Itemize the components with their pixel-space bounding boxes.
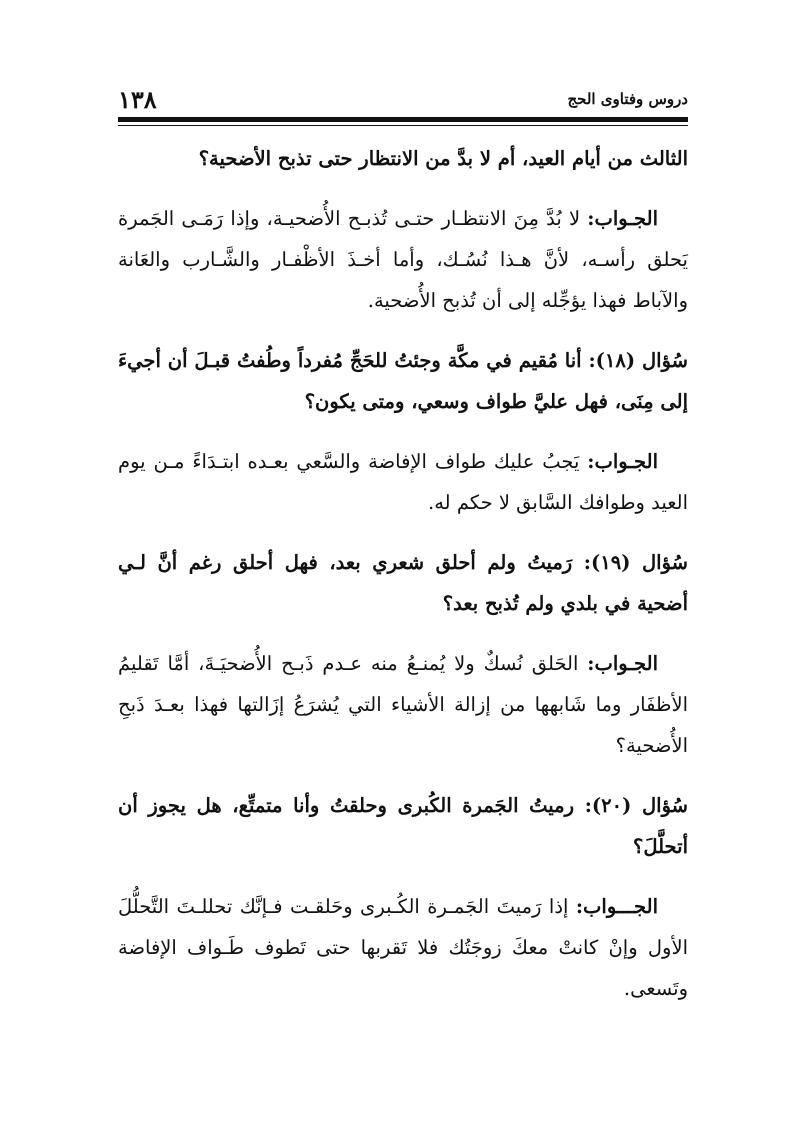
- answer-label: الجـواب:: [587, 652, 659, 675]
- page-number: ١٣٨: [118, 84, 157, 114]
- running-title: دروس وفتاوى الحج: [567, 90, 688, 108]
- question-text: رَميتُ ولم أحلق شعري بعد، فهل أحلق رغم أنَّ لـي أضحية في بلدي ولم تُذبح بعد؟: [118, 551, 688, 615]
- question-continuation-text: الثالث من أيام العيد، أم لا بدَّ من الانتظار حتى تذبح الأضحية؟: [198, 147, 688, 170]
- answer-text: يَجبُ عليك طواف الإفاضة والسَّعي بعـده ابتـدَاءً مـن يوم العيد وطوافك السَّابق لا حكم له.: [118, 450, 688, 514]
- answer-20: [118, 886, 688, 1009]
- question-label: سُؤال (١٨):: [588, 349, 688, 372]
- question-continuation: [118, 138, 688, 179]
- question-20: [118, 785, 688, 867]
- answer-label: الجـــواب:: [575, 895, 658, 918]
- page-header: [118, 84, 688, 114]
- body-text: [118, 138, 688, 1028]
- question-text: أنا مُقيم في مكَّة وجئتُ للحَجِّ مُفرداً وطُفتُ قبـلَ أن أجيءَ إلى مِنَى، فهل عليَّ طواف وسعي، ومتى يكون؟: [118, 349, 688, 413]
- question-text: رميتُ الجَمرة الكُبرى وحلقتُ وأنا متمتِّع، هل يجوز أن أتحلَّلَ؟: [118, 794, 688, 858]
- header-rule-thick: [118, 117, 688, 122]
- answer-18: [118, 441, 688, 523]
- answer-1: [118, 198, 688, 321]
- answer-label: الجـواب:: [587, 207, 658, 230]
- answer-text: الحَلق نُسكٌ ولا يُمنـعُ منه عـدم ذَبـح الأُضحيَـةَ، أمَّا تَقليمُ الأظفَار وما شَابهها من إزالة الأشياء التي يُشرَعُ إزَالتها فهذا بعـدَ ذَبحِ الأُضحية؟: [118, 652, 688, 757]
- question-label: سُؤال (١٩):: [583, 551, 688, 574]
- question-19: [118, 542, 688, 624]
- answer-label: الجـواب:: [587, 450, 658, 473]
- answer-text: لا بُدَّ مِنَ الانتظـار حتـى تُذبـح الأُضحيـة، وإذا رَمَـى الجَمرة يَحلق رأسـه، لأنَّ هـذا نُسُـك، وأما أخـذَ الأظْفـار والشَّـارب والعَانة والآباط فهذا يؤجِّله إلى أن تُذبح الأُضحية.: [118, 207, 688, 312]
- question-label: سُؤال (٢٠):: [584, 794, 688, 817]
- answer-text: إذا رَميتَ الجَمـرة الكُـبرى وحَلقـت فـإنَّك تحللـتَ التَّحلُّلَ الأول وإنْ كانتْ معكَ زوجَتُك فلا تَقربها حتى تَطوف طَـواف الإفاضة وتَسعى.: [118, 895, 688, 1000]
- question-18: [118, 340, 688, 422]
- answer-19: [118, 643, 688, 766]
- header-rule-thin: [118, 125, 688, 126]
